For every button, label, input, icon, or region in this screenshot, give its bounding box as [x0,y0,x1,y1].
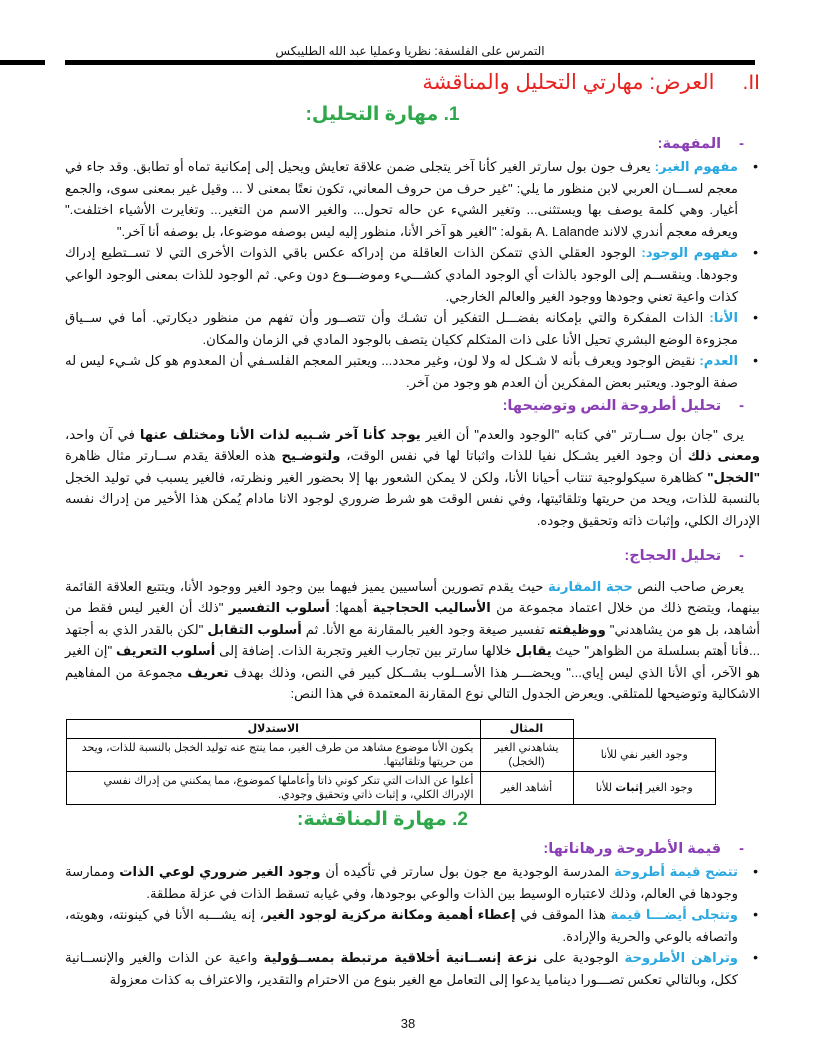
bold-text: يوجد كأنا آخر شـبيه لذات الأنا ومختلف عنها [139,426,421,442]
section-title-text: العرض: مهارتي التحليل والمناقشة [422,71,715,94]
text-run: "إن الغير هو الآخر، أي الأنا الذي ليس إياي..." ويحضـــر هذا الأســلوب بشــكل كبير في النص، وذلك بهدف [65,643,760,680]
text-run: للأنا [595,782,616,795]
table-cell-example: يشاهدني الغير (الخجل) [480,739,573,772]
value-heading: -قيمة الأطروحة ورهاناتها: [543,841,744,858]
concepts-heading-text: المفهمة: [657,136,722,152]
text-run: الوجودية على [537,950,625,966]
text-run: ، إنه يشـــبه الأنا في كينونته، وهويته، واتصافه بالوعي والحرية والإرادة. [65,907,738,944]
table-empty-cell [573,720,716,739]
table-row [67,772,716,805]
thesis-paragraph [65,424,760,532]
bold-text: إثبات [615,782,643,795]
analysis-heading: 1. مهارة التحليل: [305,104,460,125]
bold-text: أسلوب التفسير [228,600,330,616]
list-item [65,307,738,350]
header-rule [65,60,755,65]
bold-text: ولتوضـيح [281,448,341,464]
bold-text: نزعة إنســانية أخلاقية مرتبطة بمســؤولية [263,950,538,966]
discussion-list [65,861,760,991]
text-run: الذات المفكرة والتي بإمكانه بفضـــل التفكير أن تشـك وأن تتصــور وأن تفهم من منظور ديكارتي. أما في ســياق مجزوءة الوضع البشري تحيل الأنا على ذات المتكلم ككيان يتصف بالوجود المادي في الزمان والمكان. [65,310,738,347]
highlighted-term: الأنا: [709,310,738,326]
table-row [67,739,716,772]
bold-text: أسلوب التقابل [207,621,302,637]
text-run: أن وجود الغير يشـكل نفيا للذات واثباتا لها في نفس الوقت، [340,448,688,464]
list-item [65,350,738,393]
text-run: حيث يقدم تصورين أساسيين يميز فيهما بين وجود الغير ووجود الأنا، ويتتبع العلاقة القائمة بينهما، ويتضح ذلك من خلال اعتماد مجموعة من [65,578,760,616]
value-heading-text: قيمة الأطروحة ورهاناتها: [543,841,722,858]
section-title [65,68,760,98]
argument-heading-text: تحليل الحجاج: [624,547,722,564]
table-header-inference: الاستدلال [67,720,481,739]
list-item [65,242,738,307]
table-header-example: المثال [480,720,573,739]
text-run: هذا الموقف في [515,907,611,923]
list-item [65,947,738,990]
highlighted-term: مفهوم الوجود: [641,245,738,261]
text-run: تفسير صيغة وجود الغير بالمقارنة مع الأنا. ثم [301,621,549,637]
bold-text: "الخجل" [707,469,760,485]
bold-text: ومعنى ذلك [687,448,760,464]
text-run: المدرسة الوجودية مع جون بول سارتر في تأكيده أن [320,864,615,880]
table-cell-inference: يكون الأنا موضوع مشاهد من طرف الغير، مما ينتج عنه توليد الخجل بالنسبة للذات، ويحد من حريتها وتلقائيتها. [67,739,481,772]
table-cell-label [573,772,716,805]
text-run: "ذلك أن الغير ليس فقط من أشاهد، بل هو من يشاهدني" [65,600,760,637]
list-item [65,904,738,947]
text-run: وجود الغير نفي للأنا [600,749,688,762]
section-number: II. [742,71,760,94]
header-rule-left [0,60,45,65]
list-item [65,156,738,242]
text-run: وممارسة وجودها في العالم، وذلك لاعتباره الوسيط بين الذات والوعي بوجودها، وفي غيابه تسقط الذات في عزلة مطلقة. [65,864,738,901]
highlighted-term: العدم: [699,353,738,369]
text-run: نقيض الوجود ويعرف بأنه لا شـكل له ولا لون، وغير محدد... ويعتبر المعجم الفلسـفي أن المعدوم هو كل شـيء ليس له صفة الوجود. ويعتبر بعض المفكرين أن العدم هو وجود من آخر. [65,353,738,390]
highlighted-term: تتضح قيمة أطروحة [614,864,739,880]
highlighted-term: مفهوم الغير: [654,159,738,174]
text-run: "لكن بالقدر الذي به أجتهد ...فأنا أهتم بسلسلة من الظواهر" حيث [65,621,760,659]
text-run: يعرض صاحب النص [632,578,744,594]
page-number: 38 [400,1016,416,1031]
argument-heading: -تحليل الحجاج: [624,547,744,564]
text-run: وجود الغير [642,782,693,795]
discussion-heading: 2. مهارة المناقشة: [297,809,468,831]
bold-text: أسلوب التعريف [115,643,216,659]
thesis-heading: -تحليل أطروحة النص وتوضيحها: [502,397,744,414]
text-run: هذه العلاقة يقدم ســارتر مثال ظاهرة [65,448,282,464]
bold-text: تعريف [187,664,229,680]
table-cell-inference: أعلوا عن الذات التي تنكر كوني ذاتا وأعاملها كموضوع، مما يمكنني من إدراك نفسي الإدراك الكلي، و إثبات ذاتي وتحقيق وجودي. [67,772,481,805]
concepts-heading: -المفهمة: [657,136,744,152]
text-run: يعرف جون بول سارتر الغير كأنا آخر يتجلى ضمن علاقة تعايش ويحيل إلى إمكانية تماه أو تطابق. وقد جاء في معجم لســـان العربي لابن منظور ما يلي: "غير حرف من حروف المعاني، تكون نعتًا بمعنى لا ... وقيل غير بمعنى سوى، والجمع أغيار. وهي كلمة يوصف بها ويستثنى... وتغير الشيء عن حاله تحول... والغير الاسم من التغير... وتغايرت الأشياء اختلفت." ويعرفه معجم أندري لالاند A. Lalande بقوله: "الغير هو آخر الأنا، منظور إليه ليس بوصفه موضوعا، بل بوصفه أنا آخر." [65,159,738,239]
text-run: كظاهرة سيكولوجية تنتاب أحيانا الأنا، ولكن لا يمكن الشعور بها إلا بحضور الغير ونظرته، فالغير يسبب في توليد الخجل بالنسبة للذات، ويحد من حريتها وتلقائيتها، وفي نفس الوقت هو شرط ضروري لوجود الانا مادام يُمكن هذا الأخير من إدراك نفسه الإدراك الكلي، وإثبات ذاته وتحقيق وجوده. [65,469,760,528]
table-cell-example: أشاهد الغير [480,772,573,805]
argument-paragraph [65,576,760,706]
table-cell-label [573,739,716,772]
comparison-table [66,719,716,805]
bold-text: وجود الغير ضروري لوعي الذات [119,864,321,880]
text-run: الوجود العقلي الذي تتمكن الذات العاقلة من إدراكه عكس باقي الذوات الأخرى التي لا تســتطيع إدراك وجودها. وينقســم إلى الوجود بالذات أي الوجود المادي كشـــيء وموضـــوع دون وعي. ثم الوجود للذات بمعنى الوجود الواعي كذات واعية تعني وجودها ووجود الغير والعالم الخارجي. [65,245,738,304]
thesis-heading-text: تحليل أطروحة النص وتوضيحها: [502,397,722,414]
text-run: أهمها: [329,600,373,616]
page-content [65,68,760,991]
text-run: واعية عن الذات والغير والإنســانية ككل، وبالتالي تعكس تصـــورا ديناميا يدعوا إلى التعامل مع الغير بنوع من الاحترام والتقدير، والاعتراف به كذات معزولة [65,950,738,988]
bold-text: الأساليب الحجاجية [372,600,491,616]
concepts-list [65,156,760,394]
bold-text: إعطاء أهمية ومكانة مركزية لوجود الغير [263,907,516,923]
list-item [65,861,738,904]
text-run: مجموعة من المفاهيم الاشكالية وتوضيحها للمتلقي. ويعرض الجدول التالي نوع المقارنة المعتمدة في هذا النص: [65,664,760,702]
table-header-row [67,720,716,739]
highlighted-term: حجة المقارنة [547,578,633,594]
bold-text: يقابل [515,643,552,659]
highlighted-term: وتراهن الأطروحة [624,950,738,966]
text-run: يرى "جان بول ســارتر "في كتابه "الوجود والعدم" أن الغير [420,426,744,442]
running-header: التمرس على الفلسفة: نظريا وعمليا عبد الله الطليبكس [275,44,545,58]
text-run: خلالها سارتر بين تجارب الغير وتجربة الذات. إضافة إلى [215,643,516,659]
text-run: في آن واحد، [65,426,140,442]
bold-text: ووظيفته [548,621,606,637]
highlighted-term: وتتجلى أيضـــا قيمة [610,907,738,923]
